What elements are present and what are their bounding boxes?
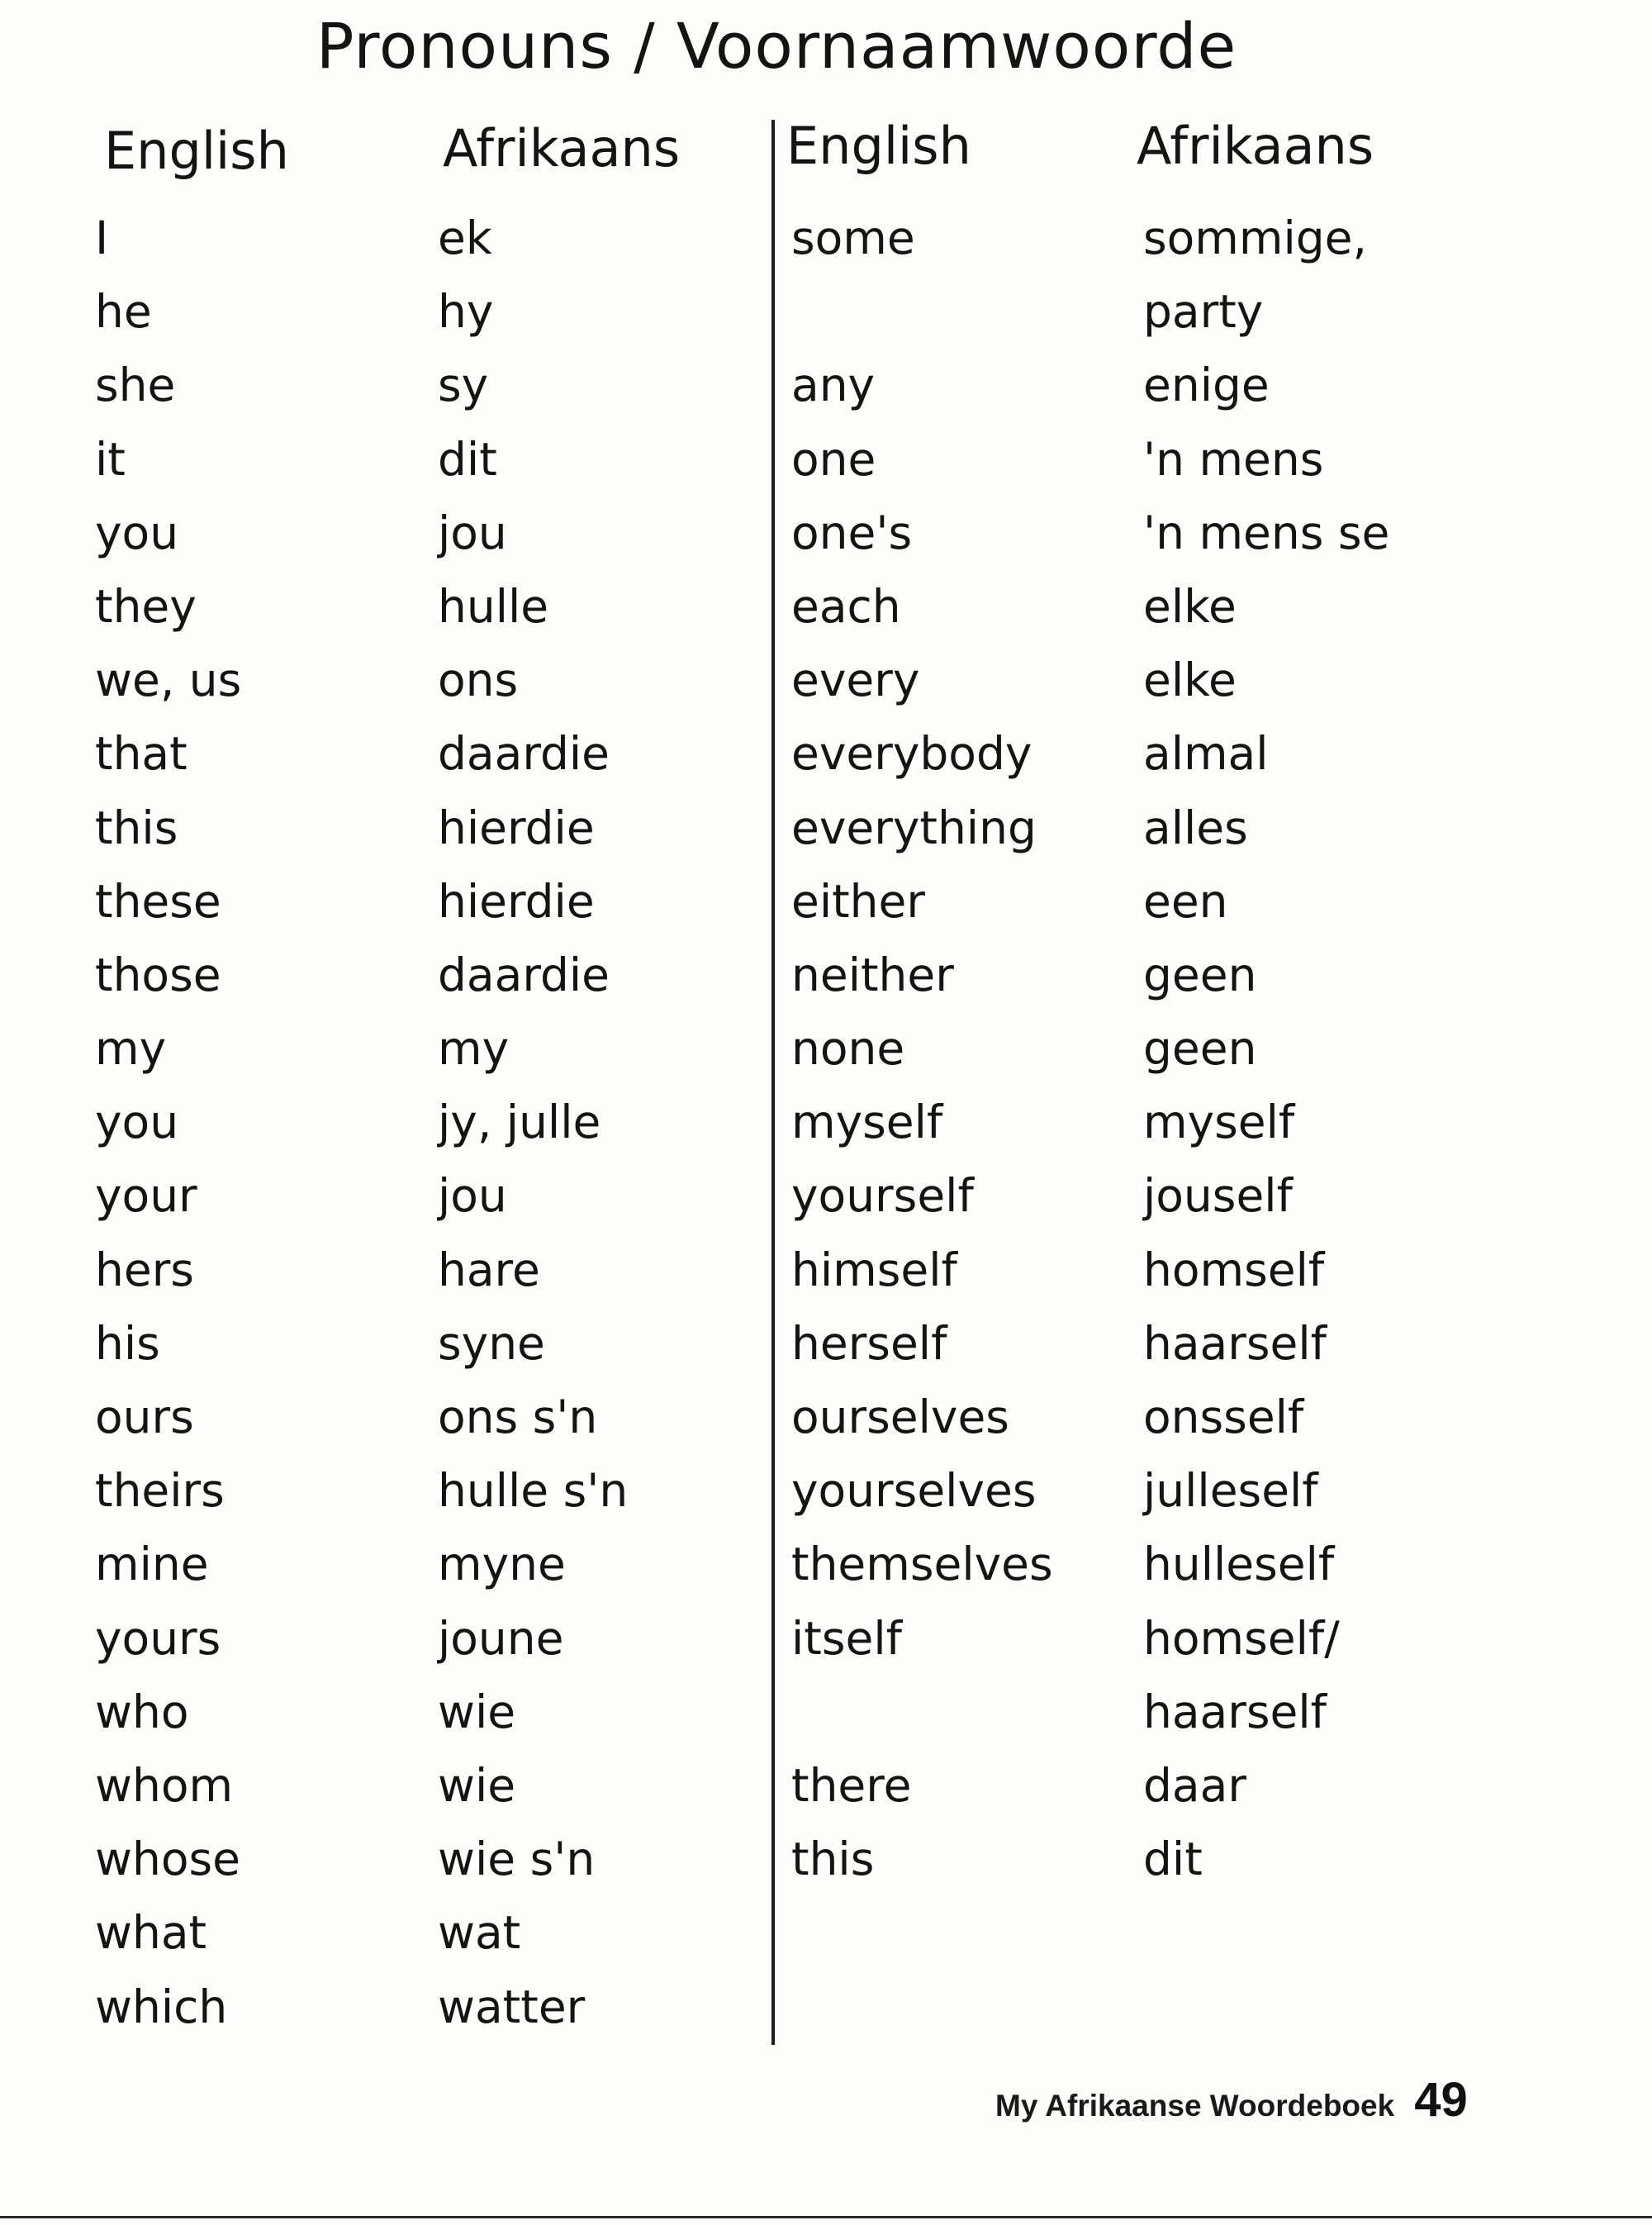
english-word: theirs	[95, 1464, 225, 1518]
afrikaans-word: jy, julle	[438, 1096, 601, 1149]
english-word: mine	[95, 1538, 209, 1591]
english-word: either	[791, 874, 925, 928]
english-word: itself	[791, 1611, 902, 1665]
afrikaans-word: joune	[438, 1611, 564, 1665]
english-word	[791, 1676, 1053, 1749]
english-word: your	[95, 1169, 197, 1223]
english-word: everything	[791, 801, 1037, 854]
afrikaans-word: jouself	[1143, 1169, 1293, 1223]
english-word: yours	[95, 1611, 221, 1665]
english-word: these	[95, 874, 221, 928]
english-word	[791, 275, 1053, 349]
english-word: ourselves	[791, 1391, 1009, 1443]
column-divider	[771, 120, 775, 2045]
header-afrikaans-right: Afrikaans	[1137, 116, 1374, 176]
afrikaans-word: ons s'n	[438, 1391, 598, 1443]
english-word: every	[791, 654, 920, 707]
header-afrikaans-left: Afrikaans	[443, 118, 681, 178]
english-word: herself	[791, 1316, 947, 1370]
english-word: you	[95, 1096, 179, 1149]
english-word: neither	[791, 948, 954, 1001]
english-word: yourselves	[791, 1464, 1037, 1518]
english-word: any	[791, 359, 876, 412]
english-word: those	[95, 948, 221, 1001]
afrikaans-word: wie s'n	[438, 1833, 596, 1886]
english-word: this	[791, 1833, 875, 1886]
afrikaans-word: daardie	[438, 727, 610, 781]
english-word: one's	[791, 506, 913, 559]
english-word: this	[95, 801, 178, 854]
english-word: whose	[95, 1833, 240, 1886]
afrikaans-word-list-left	[438, 202, 628, 2044]
english-word: he	[95, 285, 152, 339]
afrikaans-word: watter	[438, 1980, 586, 2033]
afrikaans-word: wie	[438, 1685, 516, 1738]
afrikaans-word: homself/	[1143, 1611, 1340, 1665]
afrikaans-word: wie	[438, 1758, 516, 1812]
page-title: Pronouns / Voornaamwoorde	[316, 9, 1237, 83]
afrikaans-word-list-right	[1143, 202, 1389, 1896]
english-word: none	[791, 1022, 905, 1076]
english-word: that	[95, 727, 188, 781]
page-edge-line	[0, 2216, 1652, 2218]
afrikaans-word: party	[1143, 285, 1264, 339]
afrikaans-word: almal	[1143, 727, 1269, 781]
english-word: which	[95, 1980, 228, 2033]
afrikaans-word: geen	[1143, 948, 1257, 1001]
english-word-list-left	[95, 202, 241, 2044]
afrikaans-word: hulle s'n	[438, 1464, 629, 1518]
english-word: each	[791, 579, 901, 633]
english-word: yourself	[791, 1169, 974, 1223]
afrikaans-word: dit	[438, 432, 497, 486]
english-word: some	[791, 212, 915, 264]
english-word: whom	[95, 1758, 234, 1812]
english-word-list-right	[791, 202, 1053, 1896]
afrikaans-word: geen	[1143, 1022, 1257, 1076]
afrikaans-word: alles	[1143, 801, 1248, 854]
afrikaans-word: jou	[438, 1169, 507, 1223]
english-word: she	[95, 359, 176, 412]
english-word: himself	[791, 1243, 957, 1296]
afrikaans-word: elke	[1143, 654, 1237, 707]
afrikaans-word: onsself	[1143, 1391, 1304, 1443]
english-word: everybody	[791, 727, 1032, 781]
english-word: themselves	[791, 1538, 1053, 1591]
afrikaans-word: wat	[438, 1906, 521, 1960]
english-word: they	[95, 579, 197, 633]
afrikaans-word: my	[438, 1022, 510, 1076]
page-number: 49	[1414, 2073, 1468, 2127]
page-footer	[995, 2072, 1468, 2128]
header-english-left: English	[104, 121, 289, 181]
english-word: ours	[95, 1391, 194, 1443]
afrikaans-word: haarself	[1143, 1316, 1327, 1370]
english-word: one	[791, 432, 876, 486]
afrikaans-word: hierdie	[438, 801, 595, 854]
afrikaans-word: hulle	[438, 579, 549, 633]
afrikaans-word: sommige,	[1143, 212, 1367, 264]
afrikaans-word: jou	[438, 506, 507, 559]
afrikaans-word: enige	[1143, 359, 1270, 412]
afrikaans-word: hierdie	[438, 874, 595, 928]
afrikaans-word: hare	[438, 1243, 540, 1296]
book-title: My Afrikaanse Woordeboek	[995, 2089, 1395, 2123]
english-word: what	[95, 1906, 207, 1960]
afrikaans-word: ek	[438, 212, 492, 264]
afrikaans-word: julleself	[1143, 1464, 1318, 1518]
afrikaans-word: dit	[1143, 1833, 1203, 1886]
afrikaans-word: daar	[1143, 1758, 1246, 1812]
afrikaans-word: homself	[1143, 1243, 1325, 1296]
afrikaans-word: een	[1143, 874, 1228, 928]
english-word: hers	[95, 1243, 194, 1296]
english-word: myself	[791, 1096, 943, 1149]
afrikaans-word: hy	[438, 285, 494, 339]
english-word: my	[95, 1022, 167, 1076]
english-word: there	[791, 1758, 912, 1812]
header-english-right: English	[786, 116, 971, 176]
english-word: who	[95, 1685, 189, 1738]
afrikaans-word: myne	[438, 1538, 566, 1591]
afrikaans-word: myself	[1143, 1096, 1295, 1149]
afrikaans-word: ons	[438, 654, 519, 707]
afrikaans-word: 'n mens se	[1143, 506, 1390, 559]
afrikaans-word: daardie	[438, 948, 610, 1001]
english-word: we, us	[95, 654, 242, 707]
english-word: you	[95, 506, 179, 559]
afrikaans-word: syne	[438, 1316, 545, 1370]
afrikaans-word: hulleself	[1143, 1538, 1335, 1591]
afrikaans-word: elke	[1143, 579, 1237, 633]
english-word: his	[95, 1316, 160, 1370]
english-word: I	[95, 212, 109, 264]
afrikaans-word: 'n mens	[1143, 432, 1324, 486]
afrikaans-word: haarself	[1143, 1685, 1327, 1738]
english-word: it	[95, 432, 126, 486]
afrikaans-word: sy	[438, 359, 489, 412]
